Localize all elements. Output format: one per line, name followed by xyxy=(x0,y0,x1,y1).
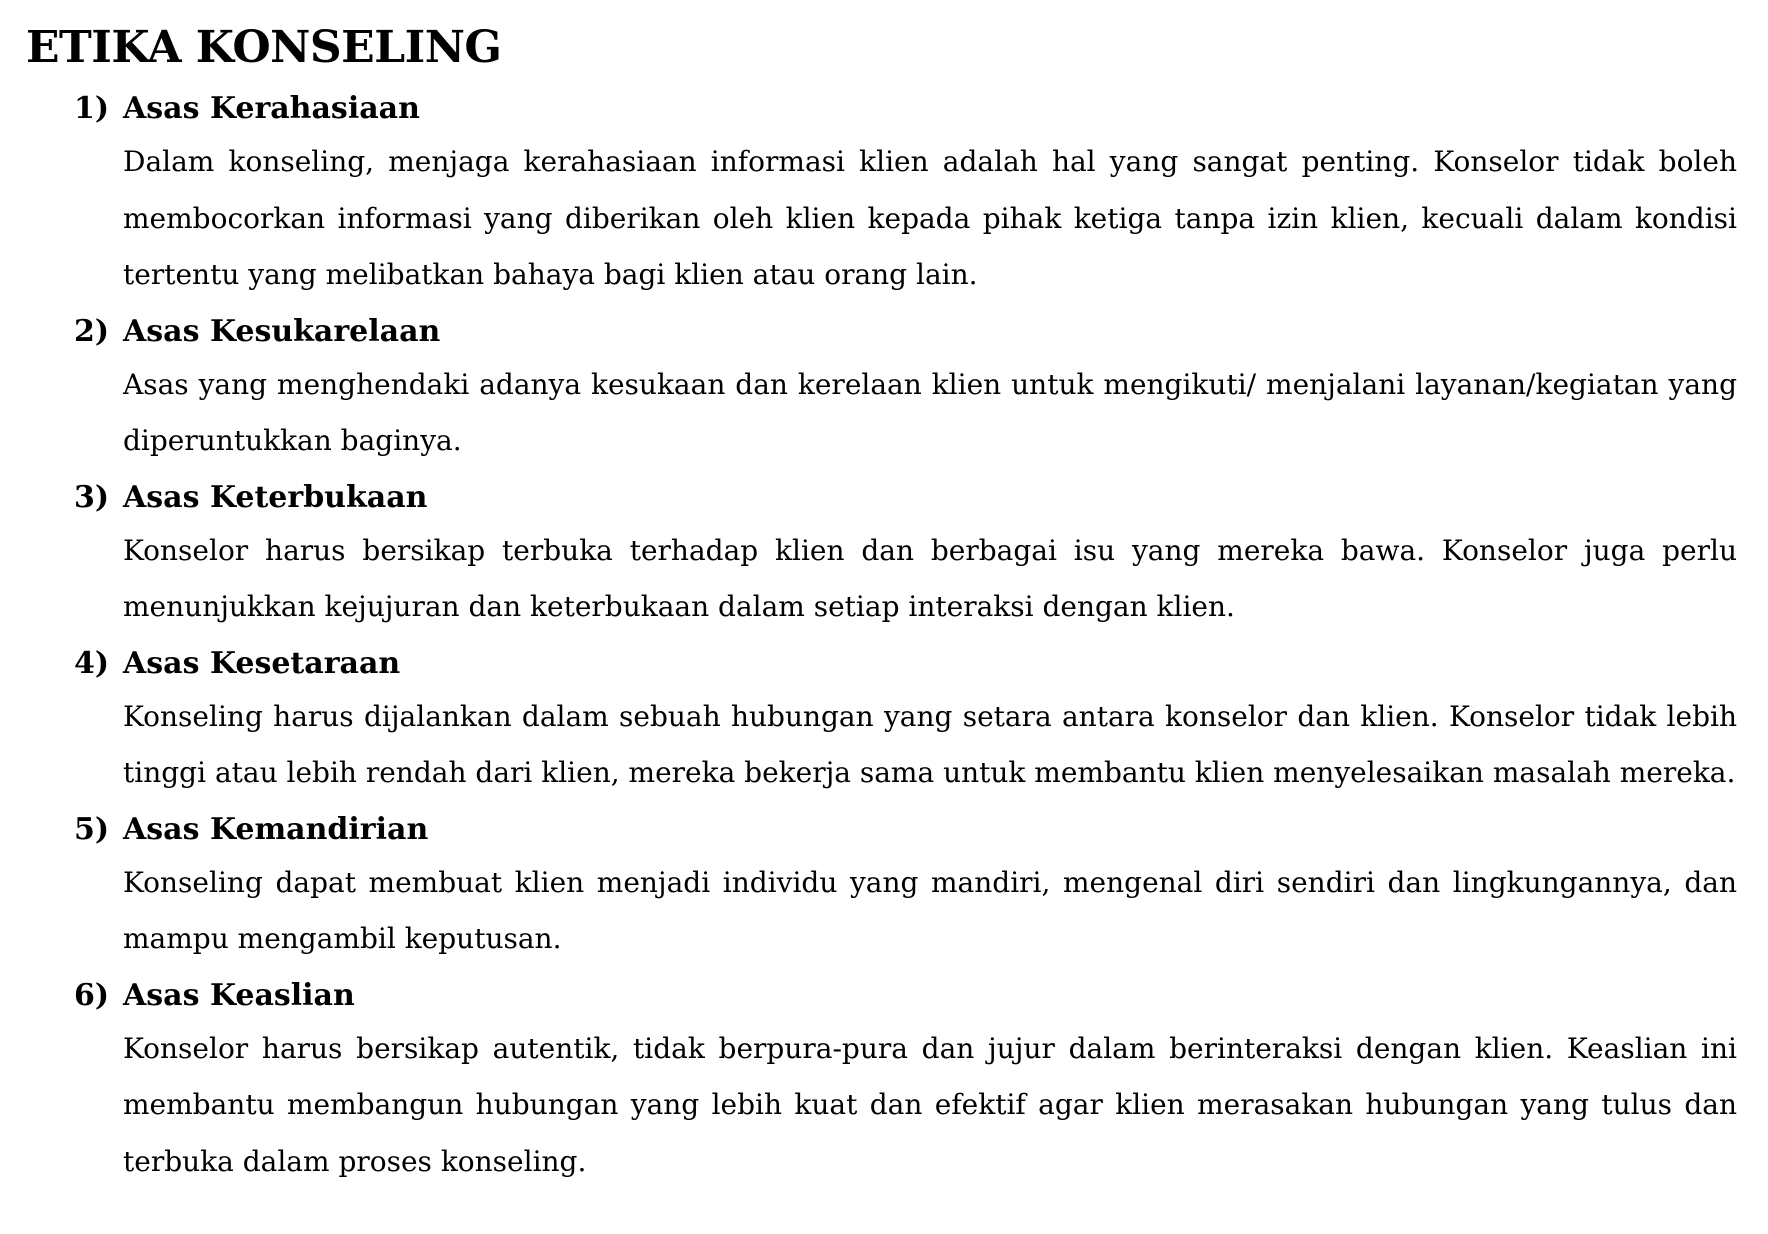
item-heading: Asas Keterbukaan xyxy=(123,479,428,515)
list-item xyxy=(26,473,1736,636)
item-body: Konselor harus bersikap autentik, tidak berpura-pura dan jujur dalam berinteraksi dengan klien. Keaslian ini membantu membangun hubungan yang lebih kuat dan efektif agar klien merasakan hubungan yang tulus dan terbuka dalam proses konseling. xyxy=(123,1031,1737,1178)
item-heading: Asas Kerahasiaan xyxy=(123,91,420,126)
list-item xyxy=(26,307,1736,470)
item-body: Asas yang menghendaki adanya kesukaan dan kerelaan klien untuk mengikuti/ menjalani layanan/kegiatan yang diperuntukkan baginya. xyxy=(123,367,1737,457)
item-number: 3) xyxy=(74,479,110,515)
item-number: 5) xyxy=(74,811,110,847)
principles-list xyxy=(26,84,1736,1190)
list-item xyxy=(26,971,1736,1191)
document-title: ETIKA KONSELING xyxy=(26,22,502,73)
item-heading: Asas Kesukarelaan xyxy=(123,313,441,349)
item-body: Konselor harus bersikap terbuka terhadap klien dan berbagai isu yang mereka bawa. Konselor juga perlu menunjukkan kejujuran dan keterbukaan dalam setiap interaksi dengan klien. xyxy=(123,533,1737,623)
item-number: 2) xyxy=(74,313,110,349)
item-number: 4) xyxy=(74,645,110,681)
item-number: 6) xyxy=(74,977,110,1013)
list-item xyxy=(26,84,1736,304)
item-body: Konseling harus dijalankan dalam sebuah hubungan yang setara antara konselor dan klien. Konselor tidak lebih tinggi atau lebih rendah dari klien, mereka bekerja sama untuk membantu klien menyelesaikan masalah mereka. xyxy=(123,699,1737,789)
document-page xyxy=(26,20,1736,1193)
item-heading: Asas Keaslian xyxy=(123,977,355,1013)
list-item xyxy=(26,805,1736,968)
item-body: Konseling dapat membuat klien menjadi individu yang mandiri, mengenal diri sendiri dan lingkungannya, dan mampu mengambil keputusan. xyxy=(123,865,1737,955)
item-heading: Asas Kesetaraan xyxy=(123,645,401,681)
list-item xyxy=(26,639,1736,802)
item-number: 1) xyxy=(74,91,110,126)
item-body: Dalam konseling, menjaga kerahasiaan informasi klien adalah hal yang sangat penting. Konselor tidak boleh membocorkan informasi yang diberikan oleh klien kepada pihak ketiga tanpa izin klien, kecuali dalam kondisi tertentu yang melibatkan bahaya bagi klien atau orang lain. xyxy=(123,145,1737,291)
item-heading: Asas Kemandirian xyxy=(123,811,429,847)
